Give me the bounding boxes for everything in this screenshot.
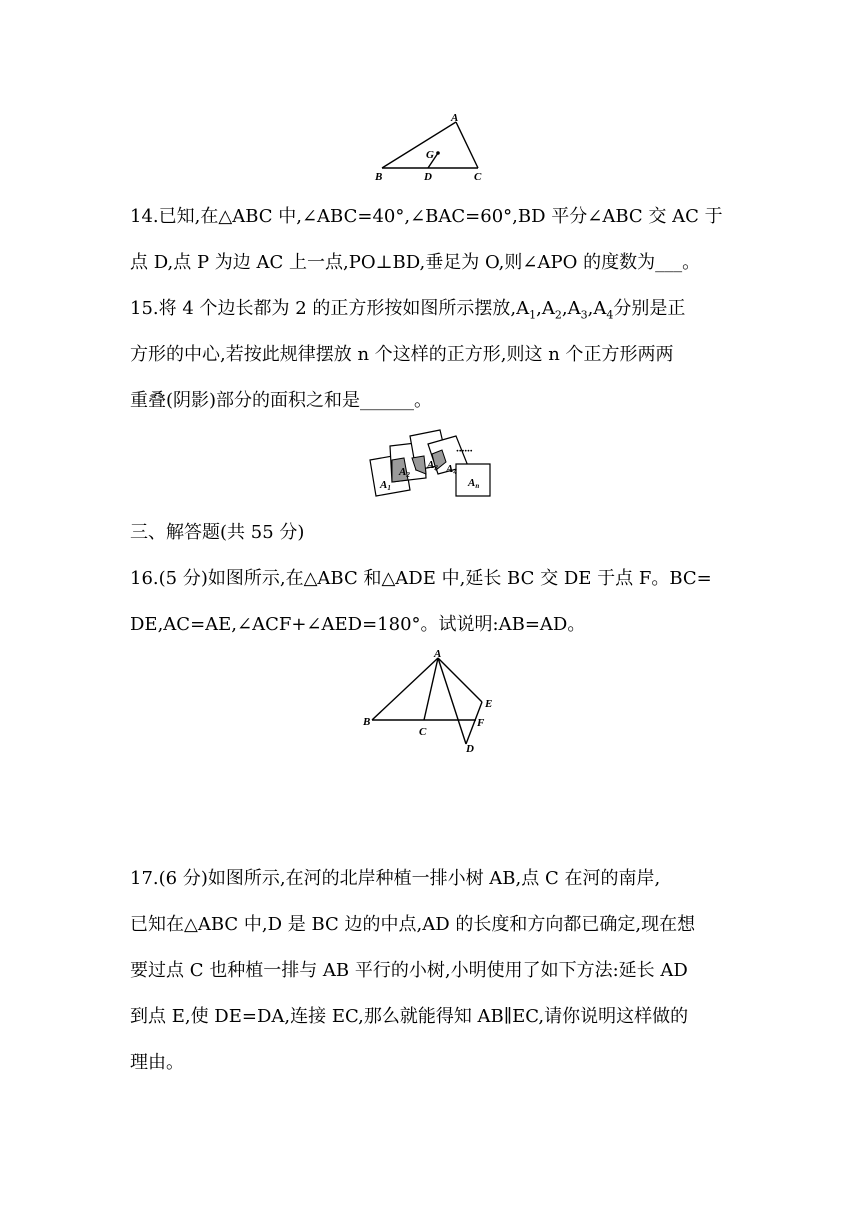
label-c: C	[474, 171, 482, 183]
label-f: F	[477, 717, 485, 729]
label-a: A	[434, 648, 442, 660]
label-e: E	[485, 698, 493, 710]
label-c: C	[419, 726, 427, 738]
label-b: B	[375, 171, 383, 183]
label-d: D	[424, 171, 432, 183]
label-d: D	[466, 743, 474, 755]
ellipsis-dots: ······	[456, 445, 473, 457]
figure-overlapping-squares	[364, 428, 496, 504]
label-a: A	[451, 112, 459, 124]
q16-line-1: 16.(5 分)如图所示,在△ABC 和△ADE 中,延长 BC 交 DE 于点 F。BC=	[130, 568, 712, 589]
section-3-title: 三、解答题(共 55 分)	[130, 522, 305, 543]
q15-line-3: 重叠(阴影)部分的面积之和是______。	[130, 390, 433, 411]
q17-line-3: 要过点 C 也种植一排与 AB 平行的小树,小明使用了如下方法:延长 AD	[130, 960, 688, 981]
q15-line-1: 15.将 4 个边长都为 2 的正方形按如图所示摆放$,A_1,A_2,A_3,A_4$分别是正	[130, 298, 686, 322]
label-an: An	[468, 477, 480, 490]
q17-line-1: 17.(6 分)如图所示,在河的北岸种植一排小树 AB,点 C 在河的南岸,	[130, 868, 661, 889]
figure-triangles-abc-ade	[358, 646, 508, 758]
label-b: B	[363, 716, 371, 728]
label-g: G	[426, 149, 434, 161]
label-a2: A2	[399, 466, 410, 479]
q17-line-2: 已知在△ABC 中,D 是 BC 边的中点,AD 的长度和方向都已确定,现在想	[130, 914, 696, 935]
q14-line-2: 点 D,点 P 为边 AC 上一点,PO⊥BD,垂足为 O,则∠APO 的度数为___。	[130, 252, 701, 273]
figure-triangle-abc-g	[370, 112, 490, 184]
point-g	[436, 151, 440, 155]
q14-line-1: 14.已知,在△ABC 中,∠ABC=40°,∠BAC=60°,BD 平分∠ABC 交 AC 于	[130, 206, 723, 227]
q15-line-2: 方形的中心,若按此规律摆放 n 个这样的正方形,则这 n 个正方形两两	[130, 344, 674, 365]
q17-line-5: 理由。	[130, 1052, 184, 1073]
label-a3: A3	[427, 459, 438, 472]
label-a1: A1	[380, 479, 391, 492]
q16-line-2: DE,AC=AE,∠ACF+∠AED=180°。试说明:AB=AD。	[130, 614, 586, 635]
q17-line-4: 到点 E,使 DE=DA,连接 EC,那么就能得知 AB∥EC,请你说明这样做的	[130, 1006, 689, 1027]
label-a4: A4	[446, 463, 457, 476]
